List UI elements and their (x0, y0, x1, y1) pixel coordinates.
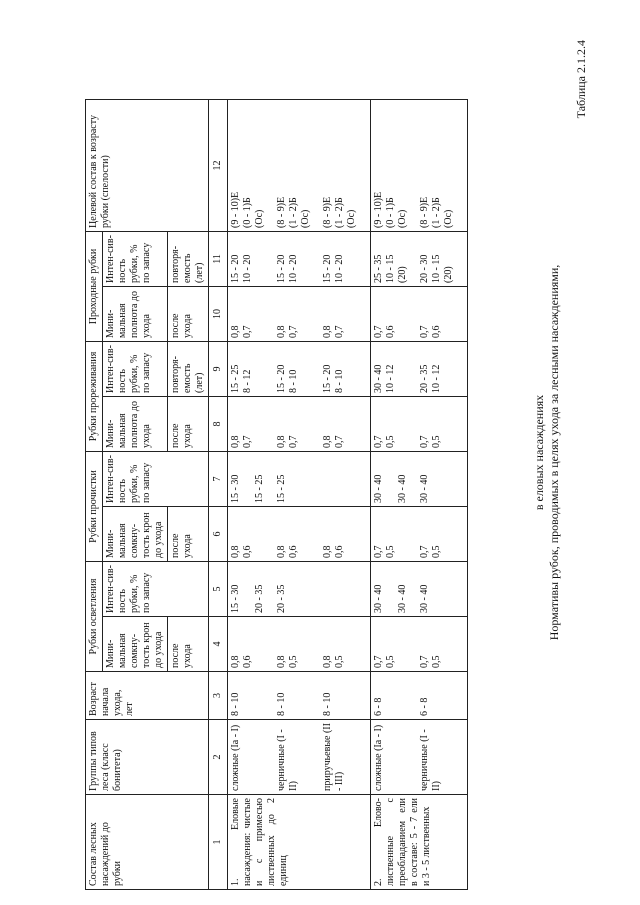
clar-intensity-value: 30 - 40 (419, 584, 430, 613)
forest-group-value: сложные (Ia - I) (230, 724, 241, 791)
composition-cell: 1. Еловые насаждения: чистые и с примесью лиственных до 2 единиц (228, 795, 371, 890)
clean-min-closure-value: 0,8 0,6 (322, 545, 345, 558)
header-repeat: повторя-емость (лет) (168, 341, 209, 396)
header-composition: Состав лесных насаждений до рубки (86, 795, 209, 890)
header-after-care: после ухода (168, 286, 209, 341)
table-title-line2: в еловых насаждениях (532, 394, 546, 511)
norms-table (85, 99, 468, 890)
clean-intensity-value: 30 - 40 30 - 40 (373, 474, 408, 503)
thin-intensity-cell (228, 341, 371, 396)
header-intensity: Интен-сив-ность рубки, % по запасу (103, 231, 168, 286)
column-number: 9 (209, 341, 228, 396)
target-composition-cell (371, 99, 468, 231)
clar-intensity-value: 30 - 40 30 - 40 (373, 584, 408, 613)
clar-min-closure-value: 0,8 0,5 (322, 655, 345, 668)
header-intensity: Интен-сив-ность рубки, % по запасу (103, 451, 209, 506)
pass-intensity-value: 25 - 35 10 - 15 (20) (373, 254, 408, 283)
age-start-cell (371, 672, 468, 720)
header-min-density: Мини-мальная полнота до ухода (103, 286, 168, 341)
clar-intensity-value (322, 565, 362, 613)
thin-min-density-value: 0,7 0,5 (373, 435, 396, 448)
clean-intensity-value: 15 - 25 (276, 474, 287, 503)
clar-intensity-cell (371, 562, 468, 617)
target-composition-value: (8 - 9)Е (1 - 2)Б (Ос) (276, 196, 311, 228)
thin-intensity-value: 15 - 20 8 - 10 (322, 364, 345, 393)
column-number: 6 (209, 507, 228, 562)
column-number: 1 (209, 795, 228, 890)
clar-min-closure-cell (228, 617, 371, 672)
header-target: Целевой состав к возрасту рубки (спелости) (86, 99, 209, 231)
header-cleaning: Рубки прочистки (86, 451, 103, 561)
column-number: 10 (209, 286, 228, 341)
thin-min-density-value: 0,8 0,7 (230, 435, 253, 448)
clean-min-closure-cell (371, 507, 468, 562)
pass-min-density-value: 0,7 0,6 (373, 325, 396, 338)
column-number: 3 (209, 672, 228, 720)
pass-intensity-cell (228, 231, 371, 286)
pass-min-density-value: 0,8 0,7 (230, 325, 253, 338)
forest-group-value: черничные (I - II) (276, 729, 299, 791)
target-composition-cell (228, 99, 371, 231)
age-start-value: 8 - 10 (276, 692, 287, 716)
header-clarification: Рубки осветления (86, 562, 103, 672)
header-age-start: Возраст начала ухода, лет (86, 672, 209, 720)
header-intensity: Интен-сив-ность рубки, % по запасу (103, 562, 209, 617)
thin-intensity-value: 15 - 20 8 - 10 (276, 364, 299, 393)
thin-intensity-value: 20 - 35 10 - 12 (419, 364, 442, 393)
thin-min-density-cell (228, 396, 371, 451)
pass-min-density-value: 0,7 0,6 (419, 325, 442, 338)
pass-min-density-value: 0,8 0,7 (276, 325, 299, 338)
pass-intensity-value: 15 - 20 10 - 20 (322, 254, 345, 283)
thin-intensity-value: 15 - 25 8 - 12 (230, 364, 253, 393)
column-number: 7 (209, 451, 228, 506)
thin-min-density-value: 0,8 0,7 (322, 435, 345, 448)
column-number: 5 (209, 562, 228, 617)
thin-min-density-cell (371, 396, 468, 451)
table-title-line1: Нормативы рубок, проводимых в целях ухода за лесными насаждениями, (547, 264, 561, 641)
column-number: 2 (209, 720, 228, 795)
column-number: 11 (209, 231, 228, 286)
forest-group-cell (371, 720, 468, 795)
composition-cell: 2. Елово-лиственные с преобладанием ели в составе: 5 - 7 ели и 3 - 5 лиственных (371, 795, 468, 890)
clar-min-closure-value: 0,8 0,6 (230, 655, 253, 668)
clar-intensity-value: 15 - 30 20 - 35 (230, 584, 265, 613)
header-after-care: после ухода (168, 507, 209, 562)
clean-min-closure-value: 0,8 0,6 (230, 545, 253, 558)
header-repeat: повторя-емость (лет) (168, 231, 209, 286)
thin-min-density-value: 0,8 0,7 (276, 435, 299, 448)
clar-intensity-cell (228, 562, 371, 617)
clean-intensity-value: 15 - 30 15 - 25 (230, 474, 265, 503)
target-composition-value: (9 - 10)Е (0 - 1)Б (Ос) (373, 191, 408, 228)
clean-intensity-value (322, 455, 362, 503)
pass-intensity-value: 15 - 20 10 - 20 (230, 254, 253, 283)
pass-min-density-value: 0,8 0,7 (322, 325, 345, 338)
header-row-1 (86, 99, 103, 889)
clean-min-closure-value: 0,7 0,5 (419, 545, 442, 558)
forest-group-value: приручьевые (II - III) (322, 723, 345, 791)
thin-intensity-value: 30 - 40 10 - 12 (373, 364, 396, 393)
clean-min-closure-value: 0,8 0,6 (276, 545, 299, 558)
clean-min-closure-cell (228, 507, 371, 562)
target-composition-value: (8 - 9)Е (1 - 2)Б (Ос) (322, 196, 357, 228)
clean-intensity-cell (228, 451, 371, 506)
clean-intensity-value: 30 - 40 (419, 474, 430, 503)
forest-group-value: черничные (I - II) (419, 729, 442, 791)
thin-min-density-value: 0,7 0,5 (419, 435, 442, 448)
age-start-value: 8 - 10 (230, 692, 241, 716)
column-numbers-row (209, 99, 228, 889)
pass-intensity-value: 15 - 20 10 - 20 (276, 254, 299, 283)
header-intensity: Интен-сив-ность рубки, % по запасу (103, 341, 168, 396)
header-min-closure: Мини-мальная сомкну-тость крон до ухода (103, 507, 168, 562)
clar-intensity-value: 20 - 35 (276, 584, 287, 613)
table-body (228, 99, 468, 889)
thin-intensity-cell (371, 341, 468, 396)
target-composition-value: (9 - 10)Е (0 - 1)Б (Ос) (230, 191, 265, 228)
header-thinning: Рубки прореживания (86, 341, 103, 451)
forest-group-cell (228, 720, 371, 795)
pass-intensity-cell (371, 231, 468, 286)
clar-min-closure-value: 0,7 0,5 (373, 655, 396, 668)
table-row (228, 99, 371, 889)
column-number: 8 (209, 396, 228, 451)
header-after-care: после ухода (168, 617, 209, 672)
column-number: 4 (209, 617, 228, 672)
age-start-cell (228, 672, 371, 720)
header-min-density: Мини-мальная полнота до ухода (103, 396, 168, 451)
pass-min-density-cell (371, 286, 468, 341)
header-after-care: после ухода (168, 396, 209, 451)
header-min-closure: Мини-мальная сомкну-тость крон до ухода (103, 617, 168, 672)
age-start-value: 8 - 10 (322, 692, 333, 716)
table-row (371, 99, 468, 889)
header-passage: Проходные рубки (86, 231, 103, 341)
clean-min-closure-value: 0,7 0,5 (373, 545, 396, 558)
table-number: Таблица 2.1.2.4 (574, 40, 588, 119)
column-number: 12 (209, 99, 228, 231)
clar-min-closure-value: 0,8 0,5 (276, 655, 299, 668)
pass-min-density-cell (228, 286, 371, 341)
clar-min-closure-value: 0,7 0,5 (419, 655, 442, 668)
target-composition-value: (8 - 9)Е (1 - 2)Б (Ос) (419, 196, 454, 228)
clar-min-closure-cell (371, 617, 468, 672)
age-start-value: 6 - 8 (419, 697, 430, 716)
forest-group-value: сложные (Ia - I) (373, 724, 384, 791)
age-start-value: 6 - 8 (373, 697, 384, 716)
header-forest-groups: Группы типов леса (класс бонитета) (86, 720, 209, 795)
pass-intensity-value: 20 - 30 10 - 15 (20) (419, 254, 454, 283)
clean-intensity-cell (371, 451, 468, 506)
